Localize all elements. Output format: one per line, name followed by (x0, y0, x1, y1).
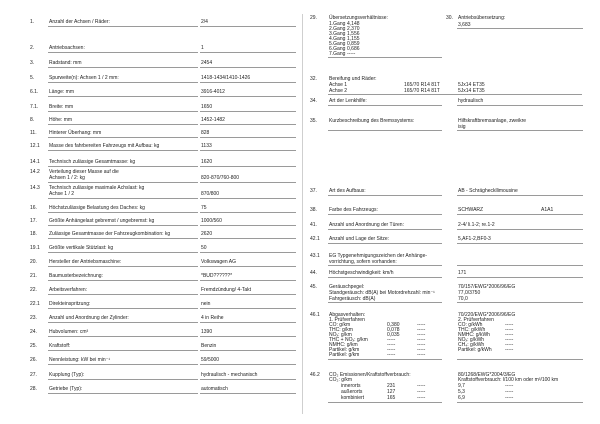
row-num: 29. (310, 15, 317, 21)
row-label: Anzahl und Anordnung der Zylinder: (49, 315, 129, 321)
underline (457, 130, 583, 131)
underline (200, 280, 296, 281)
row-value: 80/1268/EWG*2004/3/EG (458, 372, 516, 378)
row-value: ----- (417, 342, 426, 348)
row-value: ----- (505, 332, 514, 338)
row-label: 1.Gang (329, 21, 346, 27)
row-num: 22. (30, 287, 37, 293)
row-value: SCHWARZ (458, 207, 484, 213)
underline (200, 182, 296, 183)
underline (200, 225, 296, 226)
underline (200, 308, 296, 309)
row-label: Radstand: mm (49, 60, 82, 66)
row-num: 30. (446, 15, 453, 21)
underline (457, 229, 583, 230)
row-label: Partikel: g/km (329, 352, 360, 358)
row-num: 22.1 (30, 301, 40, 307)
row-label: Technisch zulässige maximale Achslast: kg (49, 185, 145, 191)
underline (48, 350, 198, 351)
underline (48, 82, 198, 83)
underline (200, 322, 296, 323)
row-num: 44. (310, 270, 317, 276)
row-label: Achse 1 (329, 82, 348, 88)
underline (200, 124, 296, 125)
row-value: nein (201, 301, 211, 307)
underline (457, 302, 583, 303)
underline (457, 214, 583, 215)
row-num: 6.1. (30, 89, 39, 95)
row-num: 17. (30, 218, 37, 224)
underline (200, 294, 296, 295)
row-value: 75 (201, 205, 207, 211)
row-value: *BUD??????* (201, 273, 233, 279)
underline (48, 150, 198, 151)
row-label: Geräuschpegel: (329, 284, 365, 290)
underline (328, 105, 442, 106)
underline (48, 166, 198, 167)
row-num: 8. (30, 117, 35, 123)
row-value: ----- (347, 51, 356, 57)
row-value: 70/220/EWG*2006/96/EG (458, 312, 516, 318)
underline (328, 243, 442, 244)
underline (200, 350, 296, 351)
row-value: ----- (417, 383, 426, 389)
row-value: ----- (417, 337, 426, 343)
row-label: 1. Prüfverfahren (329, 317, 365, 323)
row-label: CO₂ Emissionen/Kraftstoffverbrauch: (329, 372, 411, 378)
row-num: 42.1 (310, 236, 320, 242)
row-value: Volkswagen AG (201, 259, 237, 265)
row-label: Achsen 1 / 2: kg (49, 175, 85, 181)
row-label: Breite: mm (49, 104, 74, 110)
underline (48, 308, 198, 309)
row-value: 127 (387, 389, 396, 395)
row-num: 7.1. (30, 104, 39, 110)
row-label: Anzahl und Lage der Sitze: (329, 236, 390, 242)
row-num: 43.1 (310, 253, 320, 259)
row-value: 3916-4012 (201, 89, 225, 95)
row-label: Verteilung dieser Masse auf die (49, 169, 119, 175)
row-num: 34. (310, 98, 317, 104)
row-value: Partikel: g/kWh (458, 347, 492, 353)
underline (328, 302, 442, 303)
row-value: 9,7 (458, 383, 465, 389)
row-value: 4 in Reihe (201, 315, 224, 321)
row-value: 1000/560 (201, 218, 222, 224)
underline (48, 266, 198, 267)
underline (48, 137, 198, 138)
row-label: Art des Aufbaus: (329, 188, 366, 194)
row-label: Technisch zulässige Gesamtmasse: kg (49, 159, 136, 165)
row-value: ----- (505, 347, 514, 353)
row-value: 5Jx14 ET35 (458, 82, 485, 88)
underline (48, 294, 198, 295)
row-label: innerorts (341, 383, 361, 389)
row-value: ----- (387, 347, 396, 353)
row-label: Bereifung und Räder: (329, 76, 377, 82)
row-label: außerorts (341, 389, 363, 395)
row-value: 2. Prüfverfahren (458, 317, 494, 323)
underline (457, 265, 583, 266)
underline (457, 28, 583, 29)
row-value: 1390 (201, 329, 213, 335)
row-label: Arbeitsverfahren: (49, 287, 88, 293)
row-label: Standgeräusch: dB(A) bei Motordrehzahl: min⁻¹ (329, 290, 435, 296)
row-num: 14.2 (30, 169, 40, 175)
underline (328, 57, 442, 58)
row-label: 5.Gang (329, 41, 346, 47)
underline (48, 52, 198, 53)
row-label: 4.Gang (329, 36, 346, 42)
column-divider (302, 14, 303, 414)
underline (200, 379, 296, 380)
row-label: Höchstgeschwindigkeit: km/h (329, 270, 394, 276)
row-value: A1A1 (541, 207, 554, 213)
row-label: Achse 1 / 2 (49, 191, 75, 197)
row-value: 0,078 (387, 327, 400, 333)
row-num: 24. (30, 329, 37, 335)
row-value: ----- (417, 327, 426, 333)
row-value: 70/157/EWG*2006/96/EG (458, 284, 516, 290)
row-value: 2454 (201, 60, 213, 66)
underline (200, 252, 296, 253)
row-value: AB - Schrägheckllimousine (458, 188, 518, 194)
row-value: hydraulisch - mechanisch (201, 372, 258, 378)
row-num: 1. (30, 19, 35, 25)
row-num: 20. (30, 259, 37, 265)
underline (48, 26, 198, 27)
row-value: 2-4/ li.1-2; re.1-2 (458, 222, 495, 228)
row-label: CO: g/km (329, 322, 351, 328)
row-label: Partikel: g/km (329, 347, 360, 353)
row-label: Kurzbeschreibung des Bremssystems: (329, 118, 415, 124)
row-value: 1620 (201, 159, 213, 165)
underline (328, 130, 442, 131)
row-num: 37. (310, 188, 317, 194)
underline (457, 105, 583, 106)
row-value: 3,683 (458, 22, 471, 28)
underline (48, 238, 198, 239)
row-value: 828 (201, 130, 210, 136)
row-label: Masse des fahrbereiten Fahrzeugs mit Aufbau: kg (49, 143, 160, 149)
row-label: NMHC: g/km (329, 342, 358, 348)
underline (200, 137, 296, 138)
row-num: 32. (310, 76, 317, 82)
row-num: 27. (30, 372, 37, 378)
row-value: 4,148 (347, 21, 360, 27)
underline (48, 111, 198, 112)
row-num: 14.3 (30, 185, 40, 191)
row-label: Hersteller der Antriebsmaschine: (49, 259, 122, 265)
row-value: ----- (387, 337, 396, 343)
row-label: Länge: mm (49, 89, 75, 95)
row-label: Art der Lenkhilfe: (329, 98, 367, 104)
underline (48, 379, 198, 380)
row-num: 3. (30, 60, 35, 66)
underline (48, 212, 198, 213)
row-value: ----- (505, 342, 514, 348)
row-value: NMHC: g/kWh (458, 332, 490, 338)
underline (328, 277, 442, 278)
row-label: EG Typgenehmigungszeichen der Anhänge- (329, 253, 428, 259)
row-value: THC: g/kWh (458, 327, 486, 333)
row-label: Hinterer Überhang: mm (49, 130, 102, 136)
row-value: 0,380 (387, 322, 400, 328)
underline (200, 96, 296, 97)
underline (328, 229, 442, 230)
row-value: ----- (417, 322, 426, 328)
row-value: automatisch (201, 386, 228, 392)
underline (200, 336, 296, 337)
row-value: 6,9 (458, 395, 465, 401)
underline (457, 402, 583, 403)
row-value: ----- (387, 352, 396, 358)
row-value: 165/70 R14 81T (404, 82, 440, 88)
row-num: 46.2 (310, 372, 320, 378)
row-num: 14.1 (30, 159, 40, 165)
row-label: Größte vertikale Stützlast: kg (49, 245, 114, 251)
underline (200, 52, 296, 53)
row-num: 5. (30, 75, 35, 81)
row-value: 1418-1434/1410-1426 (201, 75, 251, 81)
underline (48, 252, 198, 253)
underline (200, 238, 296, 239)
row-value: CO: g/kWh (458, 322, 483, 328)
row-value: 5,AF1-2,BF0-3 (458, 236, 491, 242)
row-label: Anzahl der Achsen / Räder: (49, 19, 110, 25)
row-label: Höchstzulässige Belastung des Daches: kg (49, 205, 145, 211)
row-value: 820-870/760-800 (201, 175, 240, 181)
underline (200, 266, 296, 267)
underline (200, 111, 296, 112)
row-num: 12.1 (30, 143, 40, 149)
row-value: 870/800 (201, 191, 220, 197)
row-value: 77,0/3750 (458, 290, 481, 296)
row-value: 1,155 (347, 36, 360, 42)
underline (457, 195, 583, 196)
row-label: kombiniert (341, 395, 365, 401)
row-num: 25. (30, 343, 37, 349)
row-label: Getriebe (Typ): (49, 386, 83, 392)
row-value: NOₓ: g/kWh (458, 337, 485, 343)
row-value: 5,3 (458, 389, 465, 395)
row-value: isig (458, 124, 466, 130)
row-num: 21. (30, 273, 37, 279)
row-value: 2/4 (201, 19, 208, 25)
row-value: CH₄: g/kWh (458, 342, 485, 348)
row-label: Farbe des Fahrzeugs: (329, 207, 378, 213)
row-label: THC + NOₓ: g/km (329, 337, 368, 343)
row-value: ----- (417, 395, 426, 401)
row-label: Spurweite(n): Achsen 1 / 2 mm: (49, 75, 119, 81)
row-num: 19.1 (30, 245, 40, 251)
row-label: NOₓ: g/km (329, 332, 352, 338)
underline (200, 82, 296, 83)
row-num: 2. (30, 45, 35, 51)
underline (48, 67, 198, 68)
row-value: ----- (505, 322, 514, 328)
row-value: 2620 (201, 231, 213, 237)
row-label: Kraftstoff: (49, 343, 71, 349)
row-value: 231 (387, 383, 396, 389)
underline (48, 182, 198, 183)
row-value: 2,370 (347, 26, 360, 32)
row-label: Zulässige Gesamtmasse der Fahrzeugkombination: kg (49, 231, 171, 237)
row-value: 0,035 (387, 332, 400, 338)
row-value: ----- (505, 383, 514, 389)
underline (200, 212, 296, 213)
row-label: Achse 2 (329, 88, 348, 94)
underline (48, 322, 198, 323)
row-value: 1452-1482 (201, 117, 225, 123)
underline (328, 195, 442, 196)
row-label: Nennleistung: kW bei min⁻¹ (49, 357, 110, 363)
row-value: ----- (505, 337, 514, 343)
row-num: 28. (30, 386, 37, 392)
row-label: THC: g/km (329, 327, 353, 333)
row-label: Anzahl und Anordnung der Türen: (329, 222, 404, 228)
row-value: 0,859 (347, 41, 360, 47)
row-label: vorrichtung, sofern vorhanden: (329, 259, 397, 265)
underline (48, 393, 198, 394)
row-label: Kupplung (Typ): (49, 372, 85, 378)
row-label: Höhe: mm (49, 117, 73, 123)
underline (328, 94, 582, 95)
row-value: 50 (201, 245, 207, 251)
underline (200, 150, 296, 151)
underline (200, 198, 296, 199)
row-value: 165/70 R14 81T (404, 88, 440, 94)
underline (200, 166, 296, 167)
row-value: ----- (417, 332, 426, 338)
row-value: 1650 (201, 104, 213, 110)
row-value: 1133 (201, 143, 212, 149)
row-label: Baumusterbezeichnung: (49, 273, 103, 279)
underline (328, 265, 442, 266)
underline (48, 280, 198, 281)
row-label: Antriebsübersetzung: (458, 15, 506, 21)
row-num: 35. (310, 118, 317, 124)
row-label: Hubvolumen: cm³ (49, 329, 89, 335)
row-num: 38. (310, 207, 317, 213)
row-value: 5Jx14 ET35 (458, 88, 485, 94)
row-num: 41. (310, 222, 317, 228)
underline (48, 198, 198, 199)
row-num: 26. (30, 357, 37, 363)
row-value: 165 (387, 395, 396, 401)
row-value: 0,686 (347, 46, 360, 52)
row-value: ----- (417, 389, 426, 395)
row-num: 23. (30, 315, 37, 321)
row-label: Abgasverhalten: (329, 312, 366, 318)
row-value: ----- (505, 327, 514, 333)
row-value: ----- (505, 389, 514, 395)
row-value: ----- (417, 352, 426, 358)
row-label: CO₂: g/km (329, 377, 353, 383)
row-value: Kraftstoffverbrauch: l/100 km oder m³/100 km (458, 377, 559, 383)
row-value: ----- (505, 395, 514, 401)
row-value: 1 (201, 45, 204, 51)
row-value: 1,556 (347, 31, 360, 37)
row-value: ----- (387, 342, 396, 348)
underline (48, 336, 198, 337)
underline (457, 243, 583, 244)
row-value: Fremdzündung/ 4-Takt (201, 287, 252, 293)
row-label: Größte Anhängelast gebremst / ungebremst: kg (49, 218, 155, 224)
row-label: 6.Gang (329, 46, 346, 52)
row-num: 45. (310, 284, 317, 290)
row-value: 171 (458, 270, 467, 276)
row-value: ----- (417, 347, 426, 353)
underline (328, 214, 442, 215)
row-label: Direkteinspritzung: (49, 301, 91, 307)
underline (48, 364, 198, 365)
underline (200, 393, 296, 394)
row-num: 18. (30, 231, 37, 237)
underline (200, 67, 296, 68)
underline (328, 359, 442, 360)
underline (200, 364, 296, 365)
row-label: Übersetzungsverhältnisse: (329, 15, 388, 21)
row-label: Fahrgeräusch: dB(A) (329, 296, 376, 302)
row-value: 59/5000 (201, 357, 220, 363)
underline (457, 359, 583, 360)
row-value: Benzin (201, 343, 217, 349)
row-label: 2.Gang (329, 26, 346, 32)
row-num: 11. (30, 130, 37, 136)
row-num: 16. (30, 205, 37, 211)
underline (457, 277, 583, 278)
underline (200, 26, 296, 27)
row-num: 46.1 (310, 312, 320, 318)
underline (48, 124, 198, 125)
row-label: Antriebsachsen: (49, 45, 85, 51)
row-label: 7.Gang (329, 51, 346, 57)
underline (48, 96, 198, 97)
row-value: 70,0 (458, 296, 468, 302)
underline (48, 225, 198, 226)
row-label: 3.Gang (329, 31, 346, 37)
underline (328, 402, 442, 403)
row-value: Hilfskraftbremsanlage, zweikre (458, 118, 527, 124)
row-value: hydraulisch (458, 98, 484, 104)
